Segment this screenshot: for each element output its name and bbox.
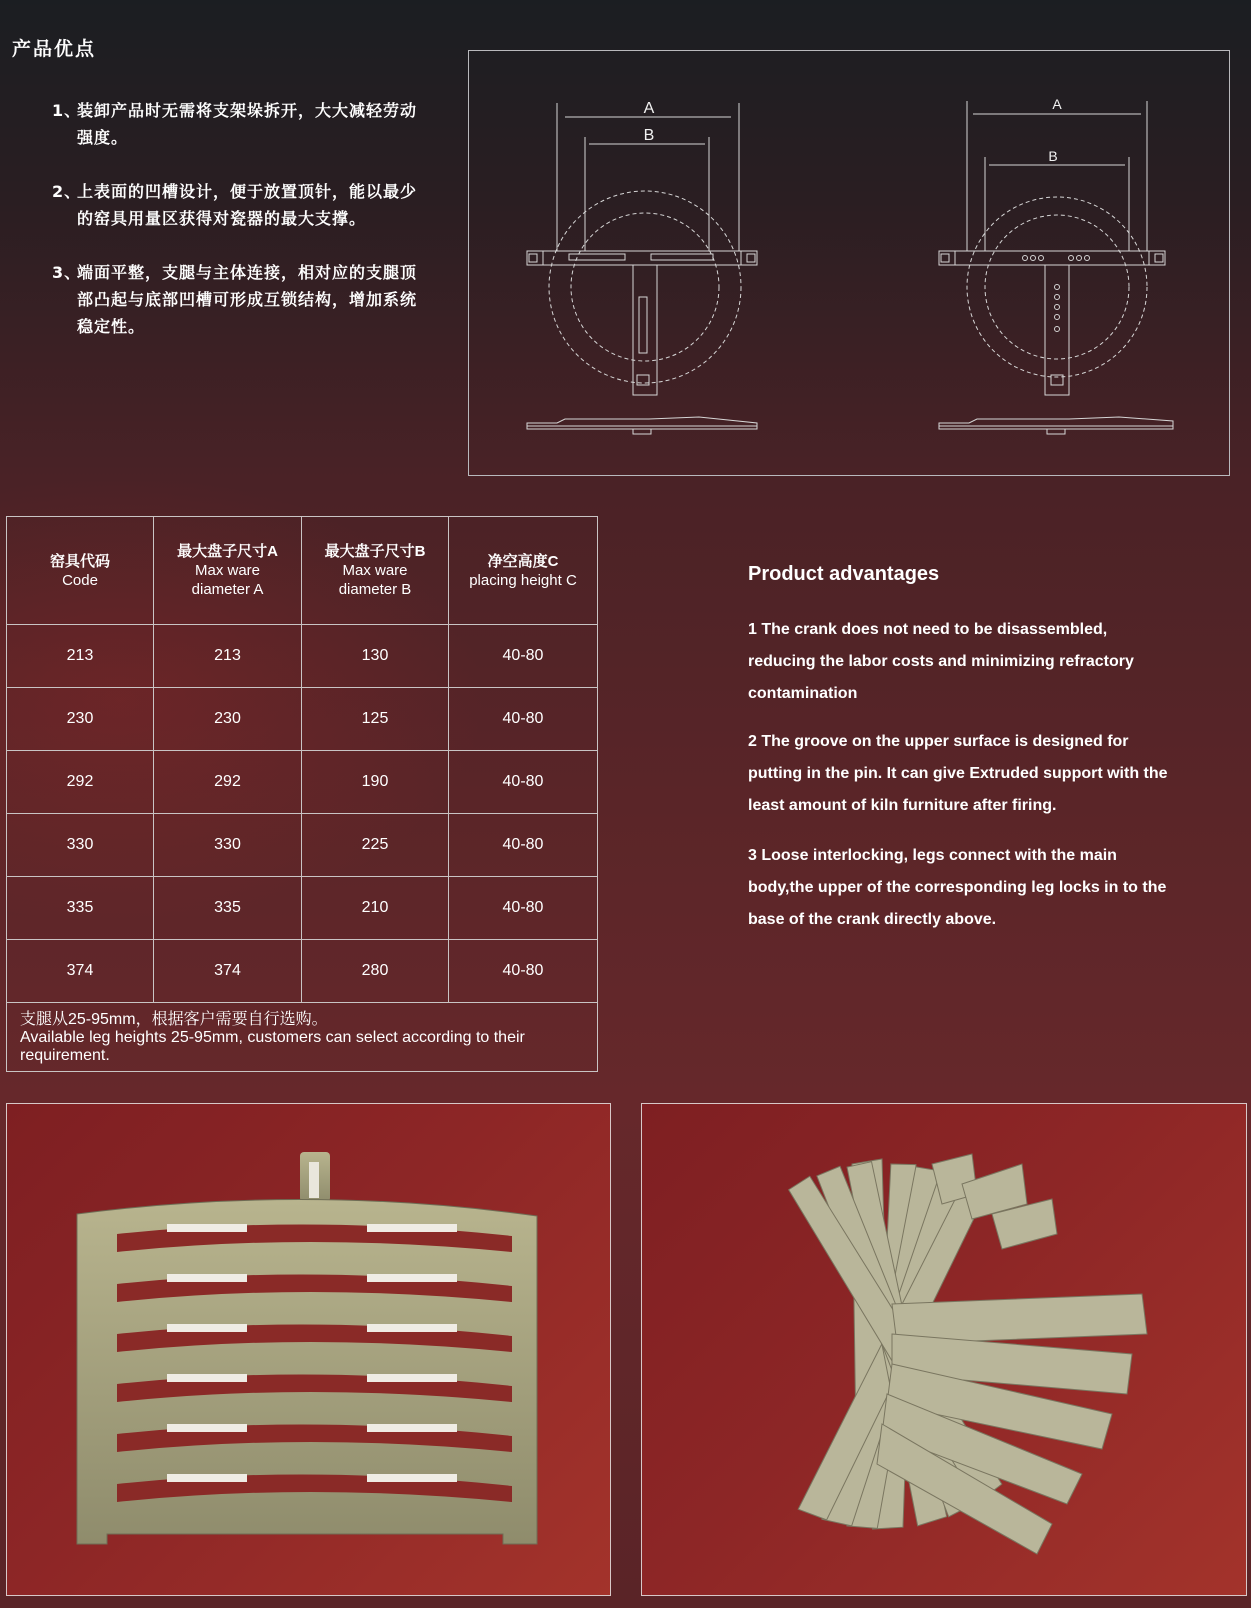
header-diameter-a-en2: diameter A bbox=[191, 581, 264, 598]
table-row bbox=[7, 688, 598, 751]
cell-code: 330 bbox=[7, 814, 154, 877]
header-code bbox=[7, 517, 154, 625]
cn-advantage-2 bbox=[52, 178, 422, 232]
cn-advantage-number: 2、 bbox=[52, 182, 82, 201]
advantage-en-2: 2 The groove on the upper surface is designed for putting in the pin. It can give Extruded support with the least amount of kiln furniture after firing. bbox=[748, 733, 1168, 814]
cell-diameter-a: 335 bbox=[154, 877, 302, 940]
dimension-label-b: B bbox=[1048, 148, 1058, 164]
header-diameter-a-cn: 最大盘子尺寸A bbox=[177, 543, 278, 560]
cell-height-c: 40-80 bbox=[449, 751, 598, 814]
cn-advantage-text: 上表面的凹槽设计，便于放置顶针，能以最少的窑具用量区获得对瓷器的最大支撑。 bbox=[77, 182, 418, 228]
cell-height-c: 40-80 bbox=[449, 940, 598, 1003]
dimension-label-a: A bbox=[1052, 96, 1062, 112]
technical-drawing bbox=[468, 50, 1230, 476]
header-height-c bbox=[449, 517, 598, 625]
table-row bbox=[7, 814, 598, 877]
header-diameter-a bbox=[154, 517, 302, 625]
cell-diameter-b: 125 bbox=[302, 688, 449, 751]
cn-advantage-text: 装卸产品时无需将支架垛拆开，大大减轻劳动强度。 bbox=[77, 101, 418, 147]
cn-advantage-number: 3、 bbox=[52, 263, 82, 282]
header-diameter-b bbox=[302, 517, 449, 625]
cell-code: 213 bbox=[7, 625, 154, 688]
header-height-c-en: placing height C bbox=[469, 571, 577, 589]
cn-advantage-text: 端面平整，支腿与主体连接，相对应的支腿顶部凸起与底部凹槽可形成互锁结构，增加系统稳定性。 bbox=[77, 263, 418, 336]
cell-height-c: 40-80 bbox=[449, 688, 598, 751]
cell-height-c: 40-80 bbox=[449, 625, 598, 688]
technical-drawing-svg bbox=[469, 51, 1231, 477]
table-row bbox=[7, 625, 598, 688]
cell-height-c: 40-80 bbox=[449, 877, 598, 940]
cn-advantage-1 bbox=[52, 97, 422, 151]
cell-diameter-b: 130 bbox=[302, 625, 449, 688]
table-header-row bbox=[7, 517, 598, 625]
header-diameter-a-en1: Max ware bbox=[194, 562, 261, 579]
cell-diameter-b: 190 bbox=[302, 751, 449, 814]
product-photo-stacked-cranks bbox=[6, 1103, 611, 1596]
cell-diameter-a: 230 bbox=[154, 688, 302, 751]
page-title-cn: 产品优点 bbox=[12, 38, 97, 60]
cell-code: 335 bbox=[7, 877, 154, 940]
header-diameter-b-en1: Max ware bbox=[342, 562, 408, 579]
spec-table bbox=[6, 516, 598, 1072]
table-row bbox=[7, 751, 598, 814]
cell-diameter-a: 330 bbox=[154, 814, 302, 877]
header-diameter-b-cn: 最大盘子尺寸B bbox=[324, 543, 426, 560]
stacked-cranks-illustration bbox=[7, 1104, 611, 1596]
cell-diameter-b: 280 bbox=[302, 940, 449, 1003]
cell-diameter-a: 292 bbox=[154, 751, 302, 814]
table-row bbox=[7, 940, 598, 1003]
dimension-label-a: A bbox=[643, 100, 655, 117]
header-code-en: Code bbox=[62, 571, 98, 589]
table-note-cn: 支腿从25-95mm，根据客户需要自行选购。 bbox=[20, 1011, 328, 1028]
fanned-cranks-illustration bbox=[642, 1104, 1247, 1596]
dimension-label-b: B bbox=[643, 127, 655, 144]
table-note-en: Available leg heights 25-95mm, customers can select according to their requirement. bbox=[20, 1029, 525, 1064]
cell-code: 374 bbox=[7, 940, 154, 1003]
header-diameter-b-en2: diameter B bbox=[338, 581, 412, 598]
cell-diameter-a: 213 bbox=[154, 625, 302, 688]
cn-advantage-number: 1、 bbox=[52, 101, 82, 120]
cell-code: 292 bbox=[7, 751, 154, 814]
cell-code: 230 bbox=[7, 688, 154, 751]
advantage-en-1: 1 The crank does not need to be disassembled, reducing the labor costs and minimizing refractory contamination bbox=[748, 621, 1134, 702]
cell-diameter-b: 225 bbox=[302, 814, 449, 877]
header-code-cn: 窑具代码 bbox=[49, 552, 110, 570]
cell-height-c: 40-80 bbox=[449, 814, 598, 877]
header-height-c-cn: 净空高度C bbox=[487, 552, 559, 570]
cell-diameter-a: 374 bbox=[154, 940, 302, 1003]
table-note bbox=[7, 1003, 598, 1072]
cell-diameter-b: 210 bbox=[302, 877, 449, 940]
product-photo-fanned-cranks bbox=[641, 1103, 1247, 1596]
advantages-title-en: Product advantages bbox=[748, 563, 940, 585]
cn-advantage-3 bbox=[52, 259, 422, 340]
table-note-row bbox=[7, 1003, 598, 1072]
table-row bbox=[7, 877, 598, 940]
advantage-en-3: 3 Loose interlocking, legs connect with the main body,the upper of the corresponding leg locks in to the base of the crank directly above. bbox=[748, 847, 1167, 928]
